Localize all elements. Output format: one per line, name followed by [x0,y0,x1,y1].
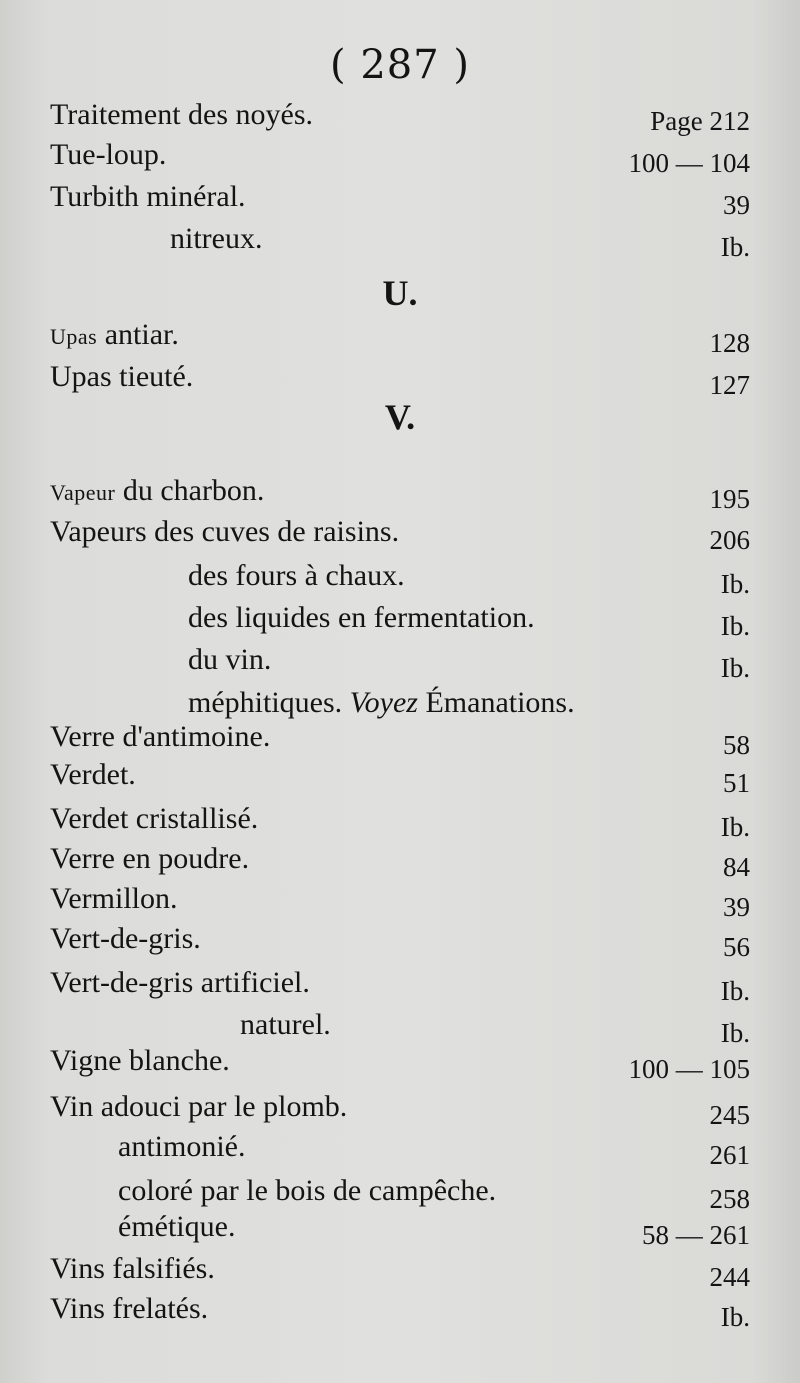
section-letter-u: U. [382,273,418,313]
entry-term: antimonié. [118,1130,246,1163]
entry-page-ref: 100 — 104 [628,148,750,178]
entry-term: nitreux. [170,222,263,255]
see-target: Émanations. [417,686,575,719]
index-entry [0,1174,800,1214]
entry-term: des liquides en fermentation. [188,601,535,634]
entry-term: Vapeurs des cuves de raisins. [50,515,400,548]
entry-page-ref: 245 [709,1100,750,1130]
entry-page-ref: Ib. [720,232,750,262]
index-entry [0,1044,800,1084]
entry-page-ref: Ib. [720,653,750,683]
index-entry [0,1008,800,1048]
entry-page-ref: Page 212 [650,106,750,136]
see-reference: Voyez [349,686,418,719]
entry-page-ref: 195 [709,484,750,514]
index-entry [0,720,800,760]
entry-term: Verre d'antimoine. [50,720,271,753]
entry-page-ref: Ib. [720,812,750,842]
index-entry [0,601,800,641]
index-entry [0,1210,800,1250]
entry-term: Vert-de-gris. [50,922,201,955]
entry-page-ref: Ib. [720,976,750,1006]
index-entry [0,882,800,922]
entry-page-ref: 244 [709,1262,750,1292]
entry-term [50,318,179,352]
page-number: ( 287 ) [330,42,470,88]
entry-term: Vins falsifiés. [50,1252,215,1285]
index-entry [0,1252,800,1292]
index-entry [0,180,800,220]
entry-term: Vigne blanche. [50,1044,230,1077]
entry-page-ref: 100 — 105 [628,1054,750,1084]
entry-page-ref: Ib. [720,1302,750,1332]
entry-term: Tue-loup. [50,138,167,171]
index-entry [0,559,800,599]
entry-term-rest: du charbon. [115,474,265,507]
entry-term: Verdet cristallisé. [50,802,259,835]
entry-page-ref: 56 [723,932,750,962]
entry-page-ref: Ib. [720,569,750,599]
entry-term-text: méphitiques. [188,686,350,719]
entry-page-ref: 261 [709,1140,750,1170]
index-entry [0,643,800,683]
entry-term: coloré par le bois de campêche. [118,1174,497,1207]
entry-page-ref: Ib. [720,1018,750,1048]
entry-term: Verre en poudre. [50,842,250,875]
index-entry [0,1090,800,1130]
index-entry [0,1292,800,1332]
entry-term-small-caps: Upas [50,324,98,349]
entry-page-ref: 39 [723,190,750,220]
entry-page-ref: 206 [709,525,750,555]
index-entry [0,515,800,555]
entry-term: Vin adouci par le plomb. [50,1090,348,1123]
entry-term: Vins frelatés. [50,1292,209,1325]
entry-term: émétique. [118,1210,236,1243]
entry-term-small-caps: Vapeur [50,480,116,505]
index-entry [0,966,800,1006]
entry-page-ref: 127 [709,370,750,400]
entry-term: Turbith minéral. [50,180,246,213]
entry-term: Vermillon. [50,882,178,915]
entry-term [188,686,575,720]
section-letter-v: V. [384,397,416,437]
index-entry [0,474,800,514]
entry-page-ref: 51 [723,768,750,798]
index-entry [0,802,800,842]
entry-term: Vert-de-gris artificiel. [50,966,310,999]
index-entry [0,318,800,358]
entry-term: du vin. [188,643,272,676]
entry-term: des fours à chaux. [188,559,405,592]
index-entry [0,922,800,962]
entry-term: naturel. [240,1008,331,1041]
index-entry [0,1130,800,1170]
entry-term: Verdet. [50,758,136,791]
index-entry [0,98,800,138]
index-entry [0,758,800,798]
entry-term-rest: antiar. [97,318,179,351]
index-entry [0,360,800,400]
entry-page-ref: 39 [723,892,750,922]
entry-page-ref: 258 [709,1184,750,1214]
entry-page-ref: 84 [723,852,750,882]
entry-page-ref: 128 [709,328,750,358]
entry-page-ref: Ib. [720,611,750,641]
index-entry [0,222,800,262]
entry-term: Upas tieuté. [50,360,194,393]
entry-term: Traitement des noyés. [50,98,314,131]
index-entry [0,138,800,178]
entry-term [50,474,264,508]
entry-page-ref: 58 [723,730,750,760]
entry-page-ref: 58 — 261 [642,1220,750,1250]
index-entry [0,842,800,882]
